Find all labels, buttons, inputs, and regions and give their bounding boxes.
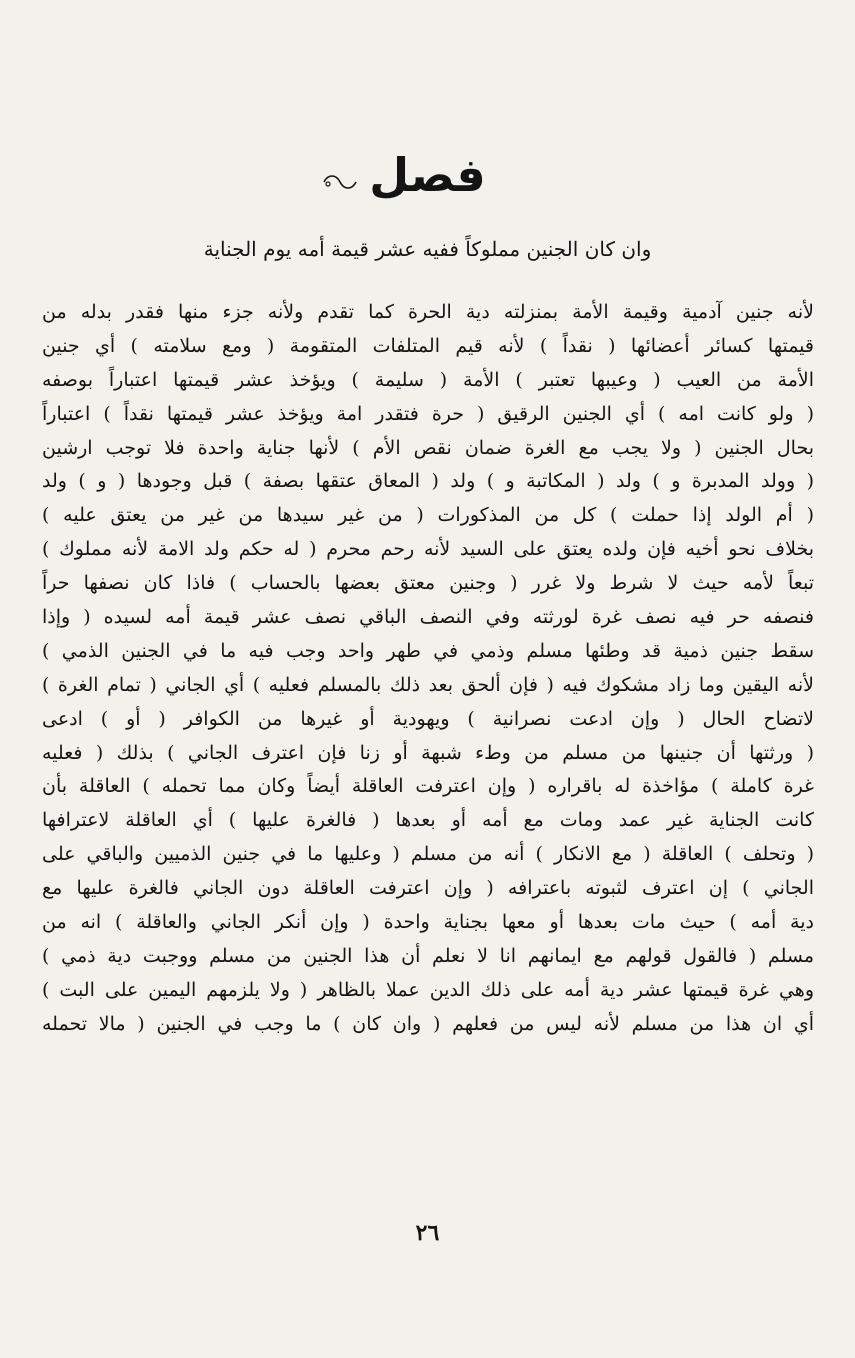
text-line: بحال الجنين ( ولا يجب مع الغرة ضمان نقص الأم ) لأنها جناية واحدة فلا توجب ارشين [42, 436, 814, 459]
text-line: فنصفه حر فيه نصف غرة لورثته وفي النصف الباقي نصف عشر قيمة أمه لسيده ( وإذا [42, 606, 814, 629]
heading-flourish-ornament [320, 172, 360, 192]
text-line: سقط جنين ذمية قد وطئها مسلم وذمي في طهر واحد وجب فيه ما في الجنين الذمي ) [42, 639, 814, 662]
text-line: غرة كاملة ) مؤاخذة له باقراره ( وإن اعترفت العاقلة أيضاً وكان مما تحمله ) العاقلة بأن [42, 775, 814, 798]
text-line: الجاني ) إن اعترف لثبوته باعترافه ( وإن اعترفت العاقلة دون الجاني فالغرة عليها مع [42, 877, 814, 900]
text-line: ( وولد المدبرة و ) ولد ( المكاتبة و ) ولد ( المعاق عتقها بصفة ) قبل وجودها ( و ) ولد [42, 470, 814, 493]
text-line: تبعاً لأمه حيث لا شرط ولا غرر ( وجنين معتق بعضها بالحساب ) فاذا كان نصفها حراً [42, 572, 814, 595]
text-line: دية أمه ) حيث مات بعدها أو معها بجناية واحدة ( وإن أنكر الجاني والعاقلة ) انه من [42, 911, 814, 934]
text-line: مسلم ( فالقول قولهم مع ايمانهم انا لا نعلم أن هذا الجنين من مسلم ووجبت دية ذمي ) [42, 944, 814, 967]
text-line: أي ان هذا من مسلم لأنه ليس من فعلهم ( وان كان ) ما وجب في الجنين ( مالا تحمله [42, 1012, 814, 1035]
text-line: ( ولو كانت امه ) أي الجنين الرقيق ( حرة فتقدر امة ويؤخذ عشر قيمتها نقداً ) اعتباراً [42, 402, 814, 425]
page-number: ٢٦ [415, 1220, 440, 1246]
text-line: ( أم الولد إذا حملت ) كل من المذكورات ( من غير سيدها من غير من يعتق عليه ) [42, 504, 814, 527]
body-text [42, 296, 814, 1042]
section-subheading: وان كان الجنين مملوكاً ففيه عشر قيمة أمه يوم الجناية [203, 237, 652, 261]
text-line: لأنه اليقين وما زاد مشكوك فيه ( فإن ألحق بعد ذلك بالمسلم فعليه ) أي الجاني ( تمام الغرة ) [42, 673, 814, 696]
text-line: لأنه جنين آدمية وقيمة الأمة بمنزلته دية الحرة كما تقدم ولأنه جزء منها فقدر بدله من [42, 301, 814, 323]
text-line: وهي غرة قيمتها عشر دية أمه على ذلك الدين عملا بالظاهر ( ولا يلزمهم اليمين على البت ) [42, 978, 814, 1001]
section-heading: فصل [369, 148, 486, 202]
text-line: ( ورثتها أن جنينها من مسلم من وطء شبهة أو زنا فإن اعترف الجاني ) بذلك ( فعليه [42, 741, 814, 764]
text-line: بخلاف نحو أخيه فإن ولده يعتق على السيد لأنه رحم محرم ( له حكم ولد الامة لأنه مملوك ) [42, 538, 814, 561]
text-line: قيمتها كسائر أعضائها ( نقداً ) لأنه قيم المتلفات المتقومة ( ومع سلامته ) أي جنين [42, 334, 814, 357]
text-line: الأمة من العيب ( وعيبها تعتبر ) الأمة ( سليمة ) ويؤخذ عشر قيمتها اعتباراً بوصفه [42, 368, 814, 391]
text-line: لاتضاح الحال ( وإن ادعت نصرانية ) ويهودية أو غيرها من الكوافر ( أو ) ادعى [42, 707, 814, 730]
text-line: كانت الجناية غير عمد ومات مع أمه أو بعدها ( فالغرة عليها ) أي العاقلة لاعترافها [42, 809, 814, 832]
text-line: ( وتحلف ) العاقلة ( مع الانكار ) أنه من مسلم ( وعليها ما في جنين الذميين والباقي على [42, 843, 814, 866]
